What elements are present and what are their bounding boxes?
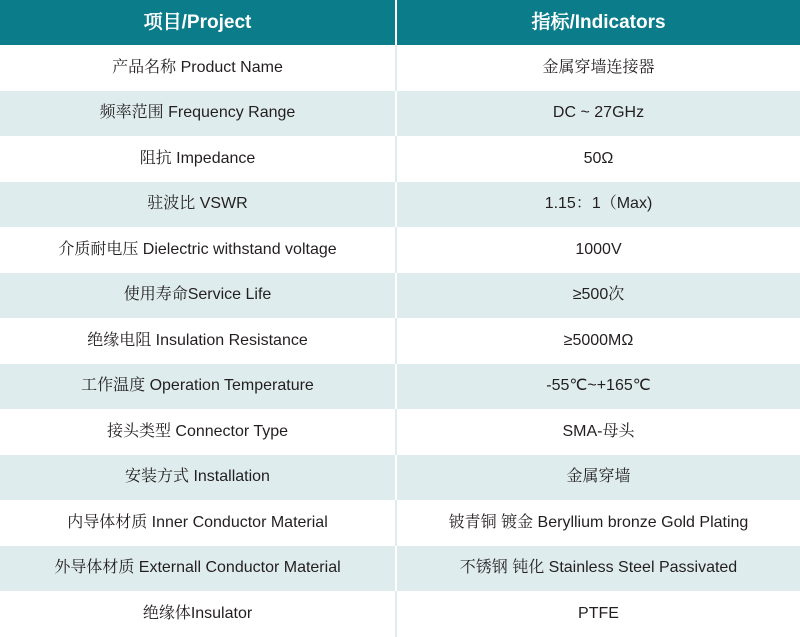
table-header — [0, 0, 800, 45]
table-row — [0, 546, 800, 592]
cell-project: 产品名称 Product Name — [0, 45, 396, 91]
cell-indicator: 不锈钢 钝化 Stainless Steel Passivated — [396, 546, 800, 592]
cell-indicator: -55℃~+165℃ — [396, 364, 800, 410]
cell-project: 外导体材质 Externall Conductor Material — [0, 546, 396, 592]
table-row — [0, 136, 800, 182]
cell-project: 接头类型 Connector Type — [0, 409, 396, 455]
cell-project: 驻波比 VSWR — [0, 182, 396, 228]
column-header-project: 项目/Project — [0, 0, 396, 45]
cell-project: 频率范围 Frequency Range — [0, 91, 396, 137]
cell-project: 介质耐电压 Dielectric withstand voltage — [0, 227, 396, 273]
table-row — [0, 182, 800, 228]
table-row — [0, 364, 800, 410]
cell-indicator: ≥5000MΩ — [396, 318, 800, 364]
table-body — [0, 45, 800, 637]
cell-indicator: 1000V — [396, 227, 800, 273]
cell-indicator: 金属穿墙连接器 — [396, 45, 800, 91]
cell-project: 阻抗 Impedance — [0, 136, 396, 182]
cell-indicator: 50Ω — [396, 136, 800, 182]
cell-indicator: SMA-母头 — [396, 409, 800, 455]
table-row — [0, 409, 800, 455]
table-row — [0, 455, 800, 501]
cell-project: 绝缘体Insulator — [0, 591, 396, 637]
cell-indicator: ≥500次 — [396, 273, 800, 319]
cell-project: 安装方式 Installation — [0, 455, 396, 501]
table-row — [0, 500, 800, 546]
cell-indicator: 金属穿墙 — [396, 455, 800, 501]
cell-indicator: DC ~ 27GHz — [396, 91, 800, 137]
cell-indicator: 铍青铜 镀金 Beryllium bronze Gold Plating — [396, 500, 800, 546]
table-row — [0, 591, 800, 637]
table-row — [0, 227, 800, 273]
column-header-indicator: 指标/Indicators — [396, 0, 800, 45]
table-row — [0, 91, 800, 137]
cell-indicator: PTFE — [396, 591, 800, 637]
cell-project: 使用寿命Service Life — [0, 273, 396, 319]
table-row — [0, 318, 800, 364]
cell-project: 内导体材质 Inner Conductor Material — [0, 500, 396, 546]
cell-project: 工作温度 Operation Temperature — [0, 364, 396, 410]
table-row — [0, 273, 800, 319]
table-row — [0, 45, 800, 91]
table-header-row — [0, 0, 800, 45]
cell-project: 绝缘电阻 Insulation Resistance — [0, 318, 396, 364]
cell-indicator: 1.15：1（Max) — [396, 182, 800, 228]
